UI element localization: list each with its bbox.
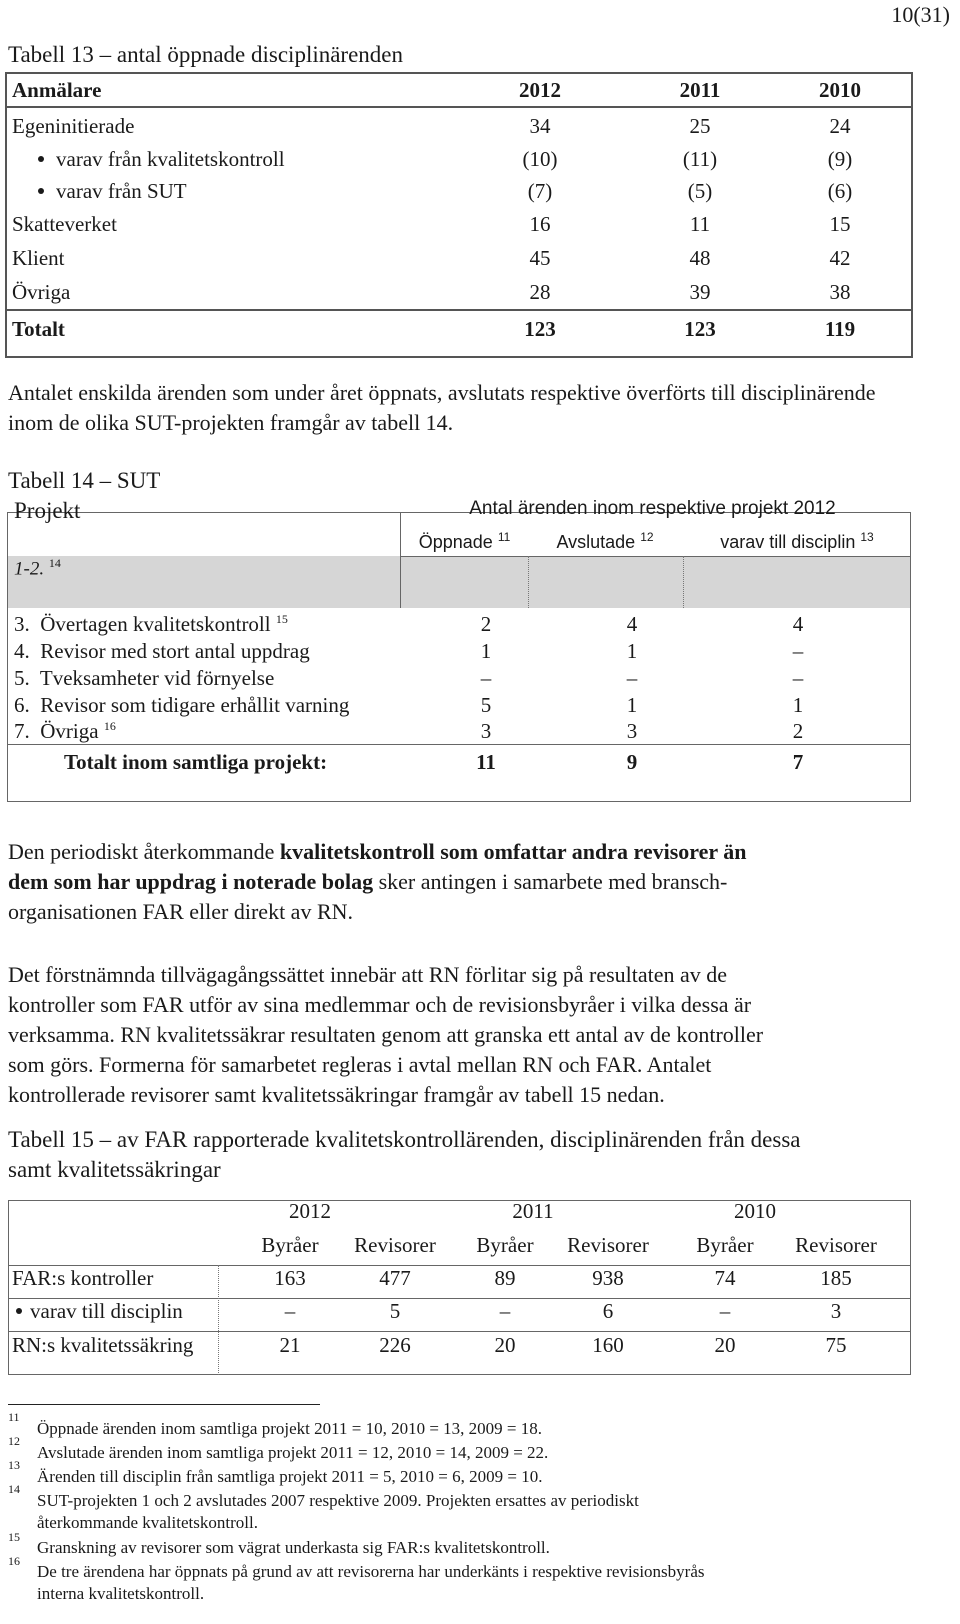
- table14-divider: [400, 512, 401, 608]
- footnote-number: 11: [8, 1410, 20, 1424]
- cell: 21: [279, 1333, 301, 1357]
- cell: 74: [714, 1266, 736, 1290]
- total-disciplin: 7: [792, 750, 804, 774]
- cell-disciplin: –: [792, 639, 804, 663]
- total-label: Totalt inom samtliga projekt:: [64, 750, 328, 774]
- footnote-separator: [8, 1404, 320, 1405]
- cell: 226: [379, 1333, 411, 1357]
- table13-header-2011: 2011: [679, 78, 721, 102]
- cell: –: [719, 1299, 731, 1323]
- cell-2011: 48: [689, 246, 711, 270]
- table13-header-2010: 2010: [819, 78, 861, 102]
- cell-oppnade: –: [480, 666, 492, 690]
- row-label: Övriga: [12, 280, 71, 304]
- row-label: 7. Övriga $^{16}$: [14, 719, 116, 743]
- footnote-text: De tre ärendena har öppnats på grund av att revisorerna har underkänts i respektive revisionsbyrås interna kvalitetskontroll.: [37, 1562, 705, 1603]
- footnote-text: SUT-projekten 1 och 2 avslutades 2007 respektive 2009. Projekten ersattes av periodiskt återkommande kvalitetskontroll.: [37, 1491, 639, 1532]
- cell: 163: [274, 1266, 306, 1290]
- paragraph-kvalitetskontroll: Den periodiskt återkommande kvalitetskontroll som omfattar andra revisorer än dem som har uppdrag i noterade bolag sker antingen i samarbete med bransch- organisationen FAR eller direkt av RN.: [8, 839, 747, 924]
- cell-2010: 15: [829, 212, 851, 236]
- cell-2011: (11): [682, 147, 718, 171]
- cell: 160: [592, 1333, 624, 1357]
- table14-caption: Tabell 14 – SUT: [8, 468, 161, 493]
- cell: 89: [494, 1266, 516, 1290]
- footnote-text: Öppnade ärenden inom samtliga projekt 2011 = 10, 2010 = 13, 2009 = 18.: [37, 1419, 542, 1438]
- footnote-text: Avslutade ärenden inom samtliga projekt 2011 = 12, 2010 = 14, 2009 = 22.: [37, 1443, 549, 1462]
- cell: 6: [602, 1299, 614, 1323]
- table14-col-disciplin: varav till disciplin $^{13}$: [720, 530, 874, 552]
- cell-oppnade: 1: [480, 639, 492, 663]
- footnote-number: 15: [8, 1530, 20, 1544]
- bullet-icon: [16, 1308, 22, 1314]
- total-avslutade: 9: [626, 750, 638, 774]
- table15-dotted-divider: [218, 1265, 219, 1375]
- total-2011: 123: [684, 317, 716, 341]
- total-label: Totalt: [12, 317, 65, 341]
- footnote-text: Ärenden till disciplin från samtliga projekt 2011 = 5, 2010 = 6, 2009 = 10.: [37, 1467, 543, 1486]
- cell-2012: (10): [522, 147, 558, 171]
- cell: 5: [389, 1299, 401, 1323]
- cell-2010: 24: [829, 114, 851, 138]
- table13-total-rule: [5, 309, 913, 311]
- table13-header-anmalare: Anmälare: [12, 78, 102, 102]
- row-label: Egeninitierade: [12, 114, 135, 138]
- cell-oppnade: 5: [480, 693, 492, 717]
- footnote-text: Granskning av revisorer som vägrat underkasta sig FAR:s kvalitetskontroll.: [37, 1538, 550, 1557]
- cell-2012: 45: [529, 246, 551, 270]
- table14-row-1-2: 1-2. $^{14}$: [14, 556, 61, 580]
- row-label: varav från SUT: [38, 179, 187, 204]
- cell-oppnade: 3: [480, 719, 492, 743]
- cell-avslutade: 4: [626, 612, 638, 636]
- cell-2012: (7): [527, 179, 553, 203]
- table15-sub-byraer: Byråer: [261, 1233, 319, 1257]
- paragraph-samarbete: Det förstnämnda tillvägagångssättet innebär att RN förlitar sig på resultaten av de kontroller som FAR utför av sina medlemmar och de revisionsbyråer i vilka dessa är verksamma. RN kvalitetssäkrar resultaten genom att granska ett antal av de kontroller som görs. Formerna för samarbetet regleras i avtal mellan RN och FAR. Antalet kontrollerade revisorer samt kvalitetssäkringar framgår av tabell 15 nedan.: [8, 962, 764, 1107]
- page-number: 10(31): [891, 2, 950, 27]
- cell-2011: (5): [687, 179, 713, 203]
- table14-group-header: Antal ärenden inom respektive projekt 2012: [469, 498, 836, 519]
- cell-2012: 34: [529, 114, 551, 138]
- table14-dotted-divider: [528, 556, 529, 608]
- cell-avslutade: 1: [626, 639, 638, 663]
- table13: [5, 72, 913, 358]
- cell-disciplin: –: [792, 666, 804, 690]
- cell: –: [499, 1299, 511, 1323]
- cell-disciplin: 4: [792, 612, 804, 636]
- total-2010: 119: [824, 317, 856, 341]
- row-label: Klient: [12, 246, 65, 270]
- row-label: 4. Revisor med stort antal uppdrag: [14, 639, 310, 663]
- total-oppnade: 11: [476, 750, 496, 774]
- cell-2010: (6): [827, 179, 853, 203]
- table15-sub-revisorer: Revisorer: [567, 1233, 649, 1257]
- cell-2012: 16: [529, 212, 551, 236]
- footnote-number: 12: [8, 1434, 20, 1448]
- table14-subheader-rule: [400, 556, 911, 557]
- table15-rule: [8, 1331, 911, 1332]
- cell: 20: [494, 1333, 516, 1357]
- footnote-number: 13: [8, 1458, 20, 1472]
- table14-projekt-header: Projekt: [14, 498, 81, 523]
- table15-year-2012: 2012: [289, 1199, 331, 1223]
- intro-paragraph: Antalet enskilda ärenden som under året öppnats, avslutats respektive överförts till disciplinärende inom de olika SUT-projekten framgår av tabell 14.: [8, 380, 876, 435]
- table15-year-2010: 2010: [734, 1199, 776, 1223]
- table15-sub-byraer: Byråer: [476, 1233, 534, 1257]
- table15-year-2011: 2011: [512, 1199, 554, 1223]
- bullet-icon: [38, 156, 44, 162]
- cell: 20: [714, 1333, 736, 1357]
- cell-2010: 42: [829, 246, 851, 270]
- bullet-icon: [38, 188, 44, 194]
- cell-avslutade: 3: [626, 719, 638, 743]
- row-label: 5. Tveksamheter vid förnyelse: [14, 666, 275, 690]
- cell: 3: [830, 1299, 842, 1323]
- cell-2011: 25: [689, 114, 711, 138]
- table15-caption: Tabell 15 – av FAR rapporterade kvalitetskontrollärenden, disciplinärenden från dessa samt kvalitetssäkringar: [8, 1127, 801, 1182]
- row-label: FAR:s kontroller: [12, 1266, 154, 1290]
- cell-2012: 28: [529, 280, 551, 304]
- row-label: Skatteverket: [12, 212, 117, 236]
- total-2012: 123: [524, 317, 556, 341]
- row-label: 6. Revisor som tidigare erhållit varning: [14, 693, 350, 717]
- table14-col-oppnade: Öppnade $^{11}$: [418, 530, 511, 552]
- table15-sub-revisorer: Revisorer: [795, 1233, 877, 1257]
- table13-header-2012: 2012: [519, 78, 561, 102]
- table14-dotted-divider: [683, 556, 684, 608]
- cell: 477: [379, 1266, 411, 1290]
- table15-sub-byraer: Byråer: [696, 1233, 754, 1257]
- cell-oppnade: 2: [480, 612, 492, 636]
- cell-avslutade: 1: [626, 693, 638, 717]
- table13-header-rule: [5, 106, 913, 108]
- table13-caption: Tabell 13 – antal öppnade disciplinärenden: [8, 42, 404, 67]
- cell-avslutade: –: [626, 666, 638, 690]
- table14-col-avslutade: Avslutade $^{12}$: [556, 530, 654, 552]
- footnote-number: 16: [8, 1554, 20, 1568]
- cell-2011: 11: [689, 212, 711, 236]
- cell-2010: 38: [829, 280, 851, 304]
- cell: 75: [825, 1333, 847, 1357]
- cell-2011: 39: [689, 280, 711, 304]
- cell-2010: (9): [827, 147, 853, 171]
- cell-disciplin: 1: [792, 693, 804, 717]
- cell: –: [284, 1299, 296, 1323]
- row-label: RN:s kvalitetssäkring: [12, 1333, 194, 1357]
- table15-sub-revisorer: Revisorer: [354, 1233, 436, 1257]
- row-label: varav till disciplin: [16, 1299, 183, 1324]
- row-label: varav från kvalitetskontroll: [38, 147, 285, 172]
- table14-total-rule: [7, 744, 911, 745]
- cell-disciplin: 2: [792, 719, 804, 743]
- cell: 938: [592, 1266, 624, 1290]
- footnote-number: 14: [8, 1482, 20, 1496]
- row-label: 3. Övertagen kvalitetskontroll $^{15}$: [14, 612, 288, 636]
- cell: 185: [820, 1266, 852, 1290]
